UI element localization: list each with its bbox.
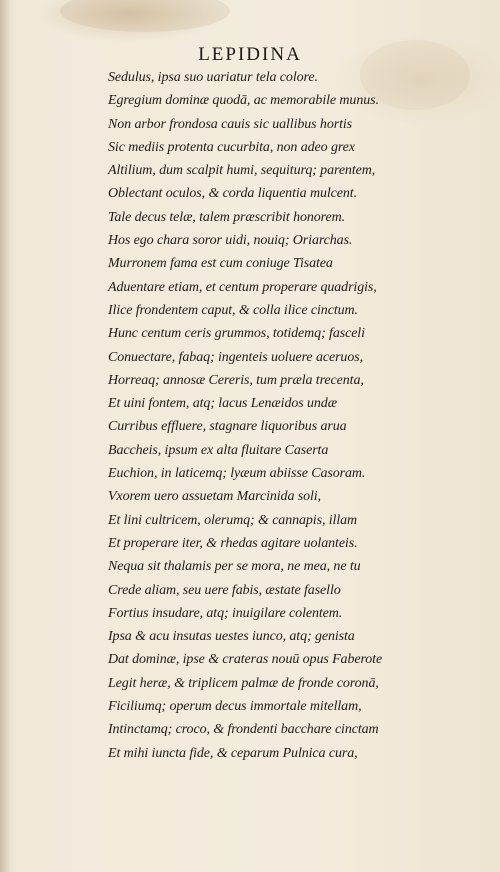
verse-line: Crede aliam, seu uere fabis, æstate fasello [108,582,341,598]
verse-line: Horreaq; annosæ Cereris, tum præla trecenta, [108,372,364,388]
verse-line: Nequa sit thalamis per se mora, ne mea, ne tu [108,559,361,575]
verse-line: Vxorem uero assuetam Marcinida soli, [108,489,321,505]
running-head-title: LEPIDINA [198,44,302,65]
verse-line: Legit heræ, & triplicem palmæ de fronde coronā, [108,675,379,691]
verse-line: Curribus effluere, stagnare liquoribus arua [108,419,347,435]
verse-line: Egregium dominæ quodā, ac memorabile munus. [108,93,379,109]
verse-line: Dat dominæ, ipse & crateras nouū opus Faberote [108,652,383,668]
verse-line: Murronem fama est cum coniuge Tisatea [108,256,333,272]
verse-line: Sedulus, ipsa suo uariatur tela colore. [108,70,318,85]
verse-line: Baccheis, ipsum ex alta fluitare Caserta [108,442,329,458]
verse-line: Altilium, dum scalpit humi, sequiturq; parentem, [108,163,376,179]
verse-line: Tale decus telæ, talem præscribit honorem. [108,209,346,225]
verse-line: Ficiliumq; operum decus immortale mitellam, [108,699,362,715]
verse-line: Oblectant oculos, & corda liquentia mulcent. [108,186,357,202]
verse-line: Hunc centum ceris grummos, totidemq; fasceli [108,326,365,342]
verse-line: Et properare iter, & rhedas agitare uolanteis. [108,535,358,551]
verse-line: Fortius insudare, atq; inuigilare colentem. [108,605,343,621]
paper-stain [60,0,230,32]
verse-block [108,66,468,765]
verse-line: Ipsa & acu insutas uestes iunco, atq; genista [108,629,355,645]
verse-line: Intinctamq; croco, & frondenti bacchare cinctam [108,722,379,738]
verse-line: Ilice frondentem caput, & colla ilice cinctum. [108,302,358,318]
verse-line: Aduentare etiam, et centum properare quadrigis, [108,279,377,295]
verse-line: Sic mediis protenta cucurbita, non adeo grex [108,139,355,155]
verse-line: Conuectare, fabaq; ingenteis uoluere aceruos, [108,349,363,365]
page-gutter-shadow [0,0,10,872]
verse-line: Non arbor frondosa cauis sic uallibus hortis [108,116,352,132]
verse-line: Euchion, in laticemq; lyæum abiisse Casoram. [108,466,366,482]
verse-line: Hos ego chara soror uidi, nouiq; Oriarchas. [108,233,353,249]
verse-line: Et uini fontem, atq; lacus Lenæidos undæ [108,396,337,412]
verse-line: Et mihi iuncta fide, & ceparum Pulnica cura, [108,745,358,761]
verse-line: Et lini cultricem, olerumq; & cannapis, illam [108,512,358,528]
